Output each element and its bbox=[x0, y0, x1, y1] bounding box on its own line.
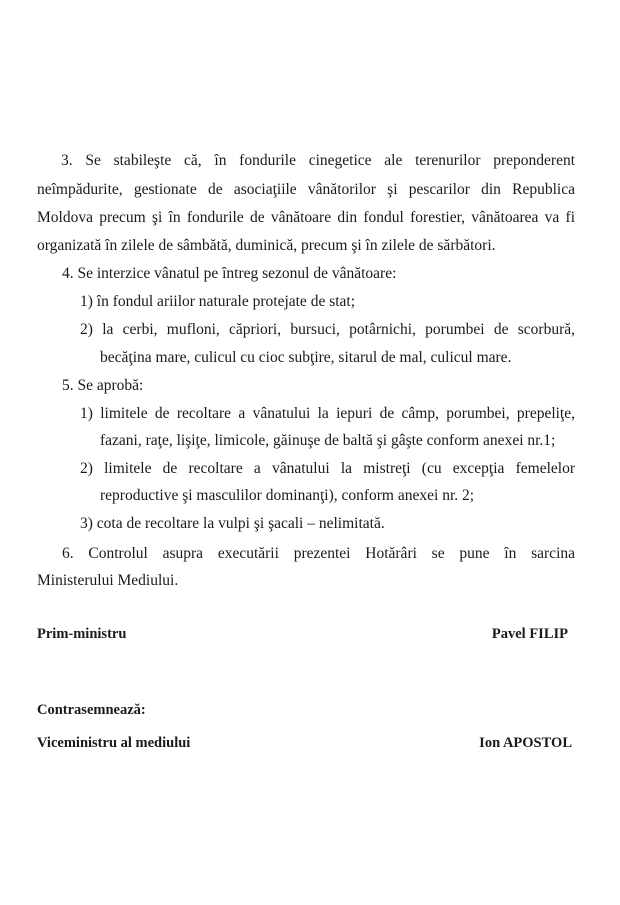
vice-minister-title: Viceministru al mediului bbox=[37, 735, 191, 751]
paragraph-5-item-3: 3) cota de recoltare la vulpi şi şacali – nelimitată. bbox=[80, 515, 385, 532]
paragraph-6-line-2: Ministerului Mediului. bbox=[37, 572, 179, 589]
vice-minister-name: Ion APOSTOL bbox=[479, 735, 572, 751]
paragraph-4-item-1: 1) în fondul ariilor naturale protejate de stat; bbox=[80, 293, 356, 310]
prime-minister-title: Prim-ministru bbox=[37, 626, 127, 642]
paragraph-4-intro: 4. Se interzice vânatul pe întreg sezonul de vânătoare: bbox=[62, 265, 397, 282]
prime-minister-name: Pavel FILIP bbox=[491, 626, 568, 642]
paragraph-3-line-1: 3. Se stabileşte că, în fondurile cinegetice ale terenurilor preponderent bbox=[61, 152, 575, 169]
paragraph-3-line-3: Moldova precum şi în fondurile de vânătoare din fondul forestier, vânătoarea va fi bbox=[37, 209, 575, 226]
paragraph-3-line-2: neîmpădurite, gestionate de asociaţiile vânătorilor şi pescarilor din Republica bbox=[37, 181, 575, 198]
paragraph-4-item-2-line-2: becăţina mare, culicul cu cioc subţire, sitarul de mal, culicul mare. bbox=[100, 349, 512, 366]
countersign-label: Contrasemnează: bbox=[37, 702, 146, 718]
paragraph-5-intro: 5. Se aprobă: bbox=[62, 377, 144, 394]
paragraph-5-item-2-line-2: reproductive şi masculilor dominanţi), conform anexei nr. 2; bbox=[100, 487, 475, 504]
paragraph-4-item-2-line-1: 2) la cerbi, mufloni, căpriori, bursuci, potârnichi, porumbei de scorbură, bbox=[80, 321, 575, 338]
paragraph-6-line-1: 6. Controlul asupra executării prezentei Hotărâri se pune în sarcina bbox=[62, 545, 575, 562]
paragraph-3-line-4: organizată în zilele de sâmbătă, duminică, precum şi în zilele de sărbători. bbox=[37, 237, 496, 254]
paragraph-5-item-1-line-2: fazani, raţe, lişiţe, limicole, găinuşe de baltă şi gâşte conform anexei nr.1; bbox=[100, 432, 556, 449]
paragraph-5-item-2-line-1: 2) limitele de recoltare a vânatului la mistreţi (cu excepţia femelelor bbox=[80, 460, 575, 477]
paragraph-5-item-1-line-1: 1) limitele de recoltare a vânatului la iepuri de câmp, porumbei, prepeliţe, bbox=[80, 405, 575, 422]
